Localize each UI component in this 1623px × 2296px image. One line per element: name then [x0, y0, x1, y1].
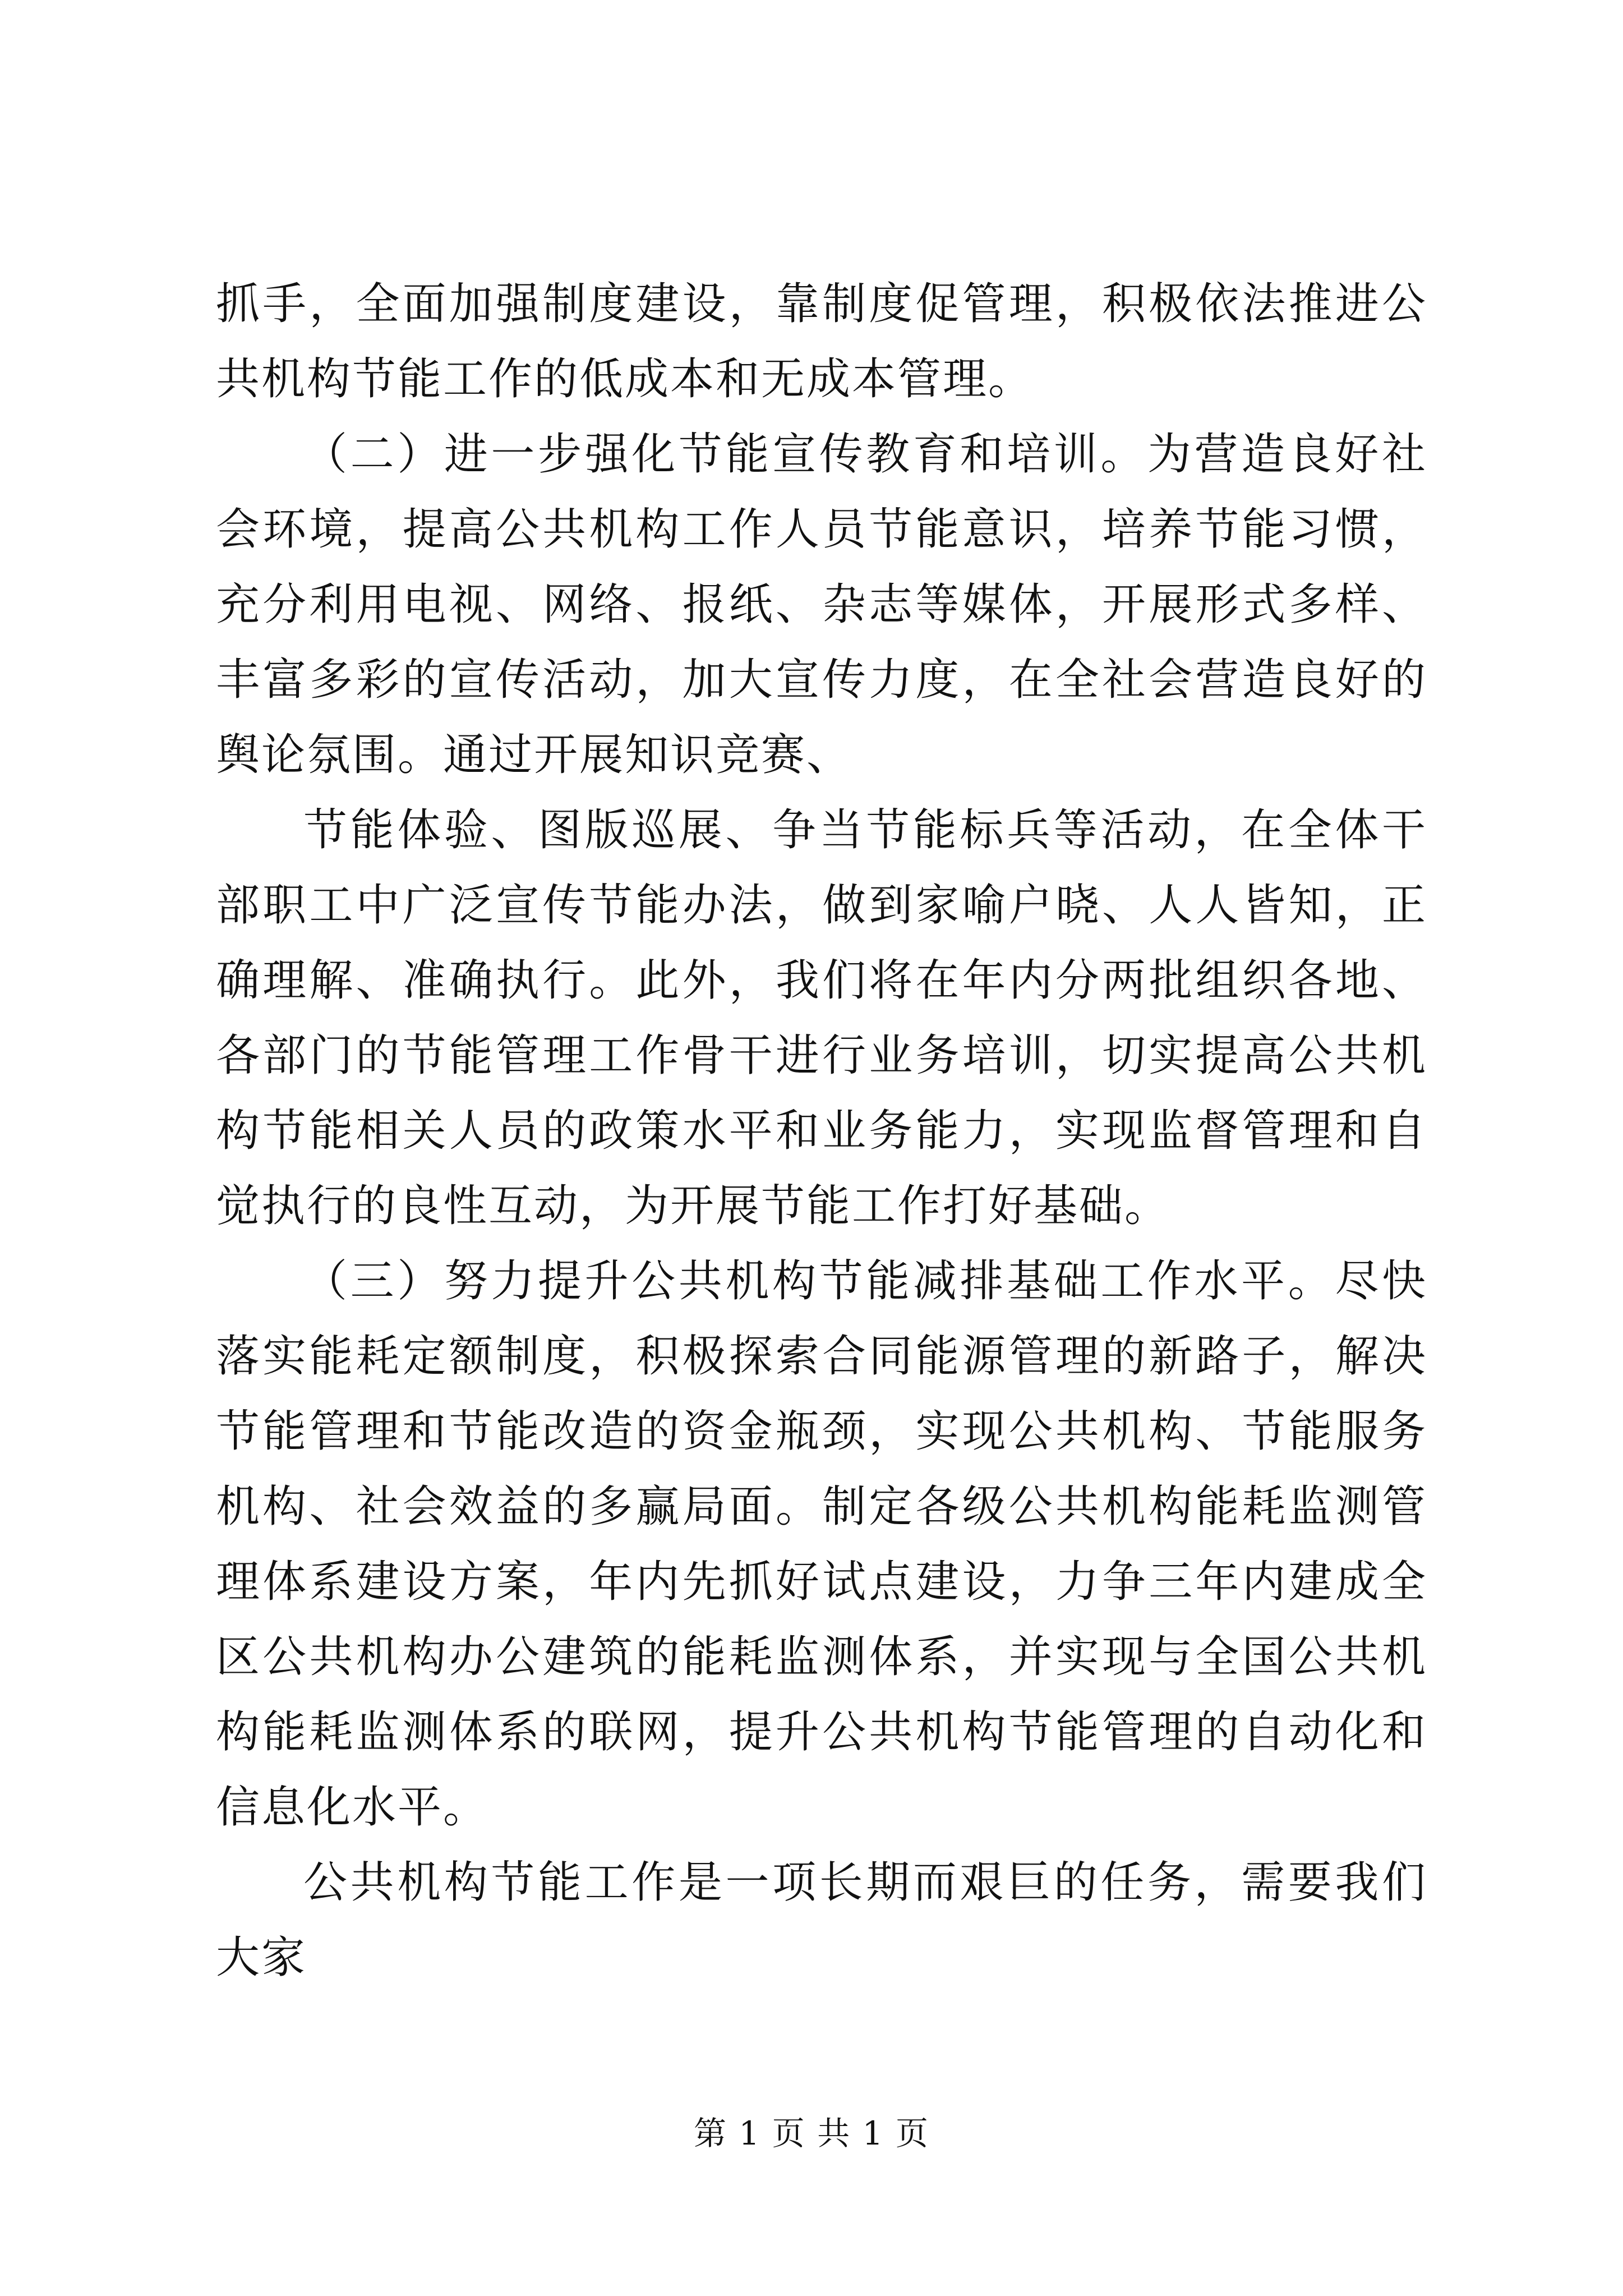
paragraph-5: 公共机构节能工作是一项长期而艰巨的任务，需要我们大家 [216, 1857, 1427, 1983]
paragraph-3: 节能体验、图版巡展、争当节能标兵等活动，在全体干部职工中广泛宣传节能办法，做到家喻户晓、人人皆知，正确理解、准确执行。此外，我们将在年内分两批组织各地、各部门的节能管理工作骨干进行业务培训，切实提高公共机构节能相关人员的政策水平和业务能力，实现监督管理和自觉执行的良性互动，为开展节能工作打好基础。 [216, 805, 1427, 1231]
paragraph-1: 抓手，全面加强制度建设，靠制度促管理，积极依法推进公共机构节能工作的低成本和无成本管理。 [216, 279, 1427, 404]
paragraph-4: （三）努力提升公共机构节能减排基础工作水平。尽快落实能耗定额制度，积极探索合同能源管理的新路子，解决节能管理和节能改造的资金瓶颈，实现公共机构、节能服务机构、社会效益的多赢局面。制定各级公共机构能耗监测管理体系建设方案，年内先抓好试点建设，力争三年内建成全区公共机构办公建筑的能耗监测体系，并实现与全国公共机构能耗监测体系的联网，提升公共机构节能管理的自动化和信息化水平。 [216, 1256, 1427, 1833]
paragraph-2: （二）进一步强化节能宣传教育和培训。为营造良好社会环境，提高公共机构工作人员节能意识，培养节能习惯，充分利用电视、网络、报纸、杂志等媒体，开展形式多样、丰富多彩的宣传活动，加大宣传力度，在全社会营造良好的舆论氛围。通过开展知识竞赛、 [216, 429, 1427, 780]
page-number-footer: 第 1 页 共 1 页 [694, 2114, 929, 2152]
document-body [216, 266, 1427, 1995]
